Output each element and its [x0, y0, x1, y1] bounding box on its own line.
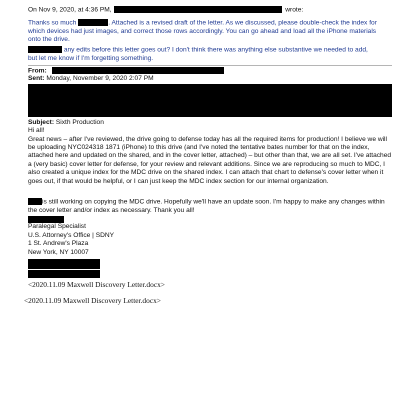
signature-address-2: New York, NY 10007	[28, 248, 89, 256]
quoted-line: which devices had just images, and correct those rows accordingly. You can go ahead and load all the iPhone materials	[28, 27, 377, 35]
body-paragraph: Great news – after I've reviewed, the drive going to defense today has all the required items for production! I believe we will be uploading NYC024318 1871 (iPhone) to this drive (and I've noted the tentative bates number for that on the index, attached here and updated on the shared, and in the cover letter, attached) – but other than that, we are all set. I've attached a (very basic) cover letter for defense, for your review and relevant additions. Since we are reproducing so much to MDC, I also created a unique index for the MDC drive on the shared index. I can attach that chart to defense's cover letter when it goes out, if that would be helpful, or I can just keep the MDC index section for our internal organization.	[28, 135, 392, 185]
from-label: From:	[28, 67, 47, 75]
reply-header-wrote: wrote:	[285, 6, 304, 14]
redaction	[52, 67, 224, 74]
attachment-name: <2020.11.09 Maxwell Discovery Letter.docx>	[24, 296, 161, 305]
quoted-line	[28, 19, 392, 28]
redaction	[28, 270, 100, 278]
header-divider	[28, 65, 392, 66]
quoted-line: onto the drive.	[28, 36, 70, 43]
redaction	[28, 198, 42, 205]
quoted-text: any edits before this letter goes out? I don't think there was anything else substantive we needed to add,	[63, 46, 368, 54]
body-paragraph	[28, 198, 392, 215]
sent-label: Sent:	[28, 75, 45, 82]
greeting: Hi all!	[28, 127, 45, 134]
reply-header	[28, 6, 392, 15]
subject-value: Sixth Production	[55, 119, 104, 126]
signature-address-1: 1 St. Andrew's Plaza	[28, 240, 89, 247]
quoted-text: Thanks so much	[28, 19, 77, 27]
redaction	[78, 19, 108, 26]
quoted-line	[28, 46, 392, 55]
redaction	[28, 259, 100, 269]
sent-row	[28, 75, 392, 83]
signature-office: U.S. Attorney's Office | SDNY	[28, 231, 115, 239]
redaction	[28, 216, 64, 223]
subject-label: Subject:	[28, 119, 55, 126]
signature-title: Paralegal Specialist	[28, 223, 86, 230]
quoted-line: but let me know if I'm forgetting something.	[28, 54, 154, 62]
reply-header-prefix: On Nov 9, 2020, at 4:36 PM,	[28, 6, 112, 14]
redaction	[28, 46, 62, 53]
sent-value: Monday, November 9, 2020 2:07 PM	[46, 75, 154, 82]
redaction	[28, 84, 392, 117]
quoted-text: . Attached is a revised draft of the letter. As we discussed, please double-check the index for	[108, 19, 377, 27]
body-text: is still working on copying the MDC drive. Hopefully we'll have an update soon. I'm happy to make any changes within the cover letter and/or index as necessary. Thank you all!	[28, 198, 385, 214]
attachment-name: <2020.11.09 Maxwell Discovery Letter.docx>	[28, 280, 165, 289]
redaction	[114, 6, 282, 13]
